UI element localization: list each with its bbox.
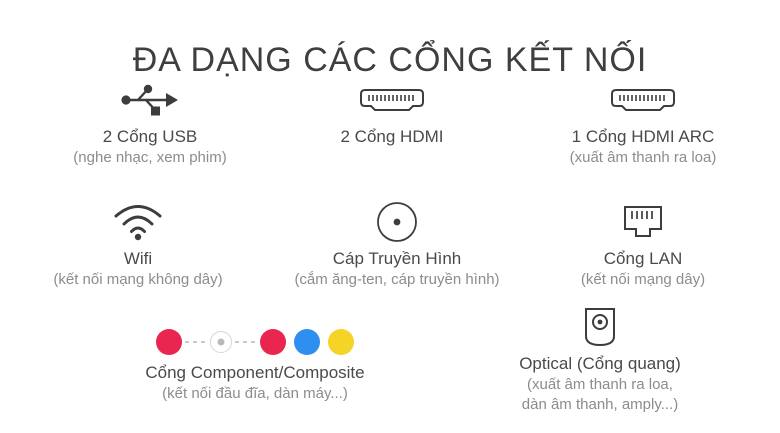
port-item-cable [262,200,532,290]
port-sub-cable: (cắm ăng-ten, cáp truyền hình) [294,271,500,288]
connector-dash-1 [185,341,207,343]
coaxial-port-icon [262,200,532,244]
port-sub-wifi: (kết nối mạng không dây) [53,271,223,288]
port-item-wifi [8,200,268,290]
port-item-component [90,322,420,404]
page-title: ĐA DẠNG CÁC CỔNG KẾT NỐI [132,40,648,79]
port-sub-optical-line2: dàn âm thanh, amply...) [521,396,679,413]
port-item-usb [20,78,280,168]
lan-port-icon [513,200,773,244]
wifi-icon [8,200,268,244]
port-sub-component: (kết nối đầu đĩa, dàn máy...) [162,385,348,402]
connector-yellow [328,329,354,355]
port-item-lan [513,200,773,290]
component-connectors-icon [90,322,420,362]
connector-white [210,331,232,353]
port-sub-hdmi-arc: (xuất âm thanh ra loa) [569,149,717,166]
port-label-hdmi: 2 Cổng HDMI [340,127,444,146]
connector-red-2 [260,329,286,355]
port-label-wifi: Wifi [123,249,153,268]
connector-red-1 [156,329,182,355]
hdmi-port-icon [262,78,522,122]
optical-port-icon [440,305,760,349]
port-label-optical: Optical (Cổng quang) [519,354,681,373]
port-item-hdmi-arc [513,78,773,168]
hdmi-arc-port-icon [513,78,773,122]
port-item-optical [440,305,760,415]
usb-icon [20,78,280,122]
port-label-cable: Cáp Truyền Hình [332,249,462,268]
port-sub-optical-line1: (xuất âm thanh ra loa, [527,376,673,393]
port-sub-lan: (kết nối mạng dây) [580,271,706,288]
connector-dash-2 [235,341,257,343]
port-label-usb: 2 Cổng USB [102,127,198,146]
connector-blue [294,329,320,355]
port-label-lan: Cổng LAN [603,249,683,268]
port-label-hdmi-arc: 1 Cổng HDMI ARC [571,127,715,146]
port-item-hdmi [262,78,522,148]
port-sub-usb: (nghe nhạc, xem phim) [73,149,227,166]
port-label-component: Cổng Component/Composite [145,363,365,382]
